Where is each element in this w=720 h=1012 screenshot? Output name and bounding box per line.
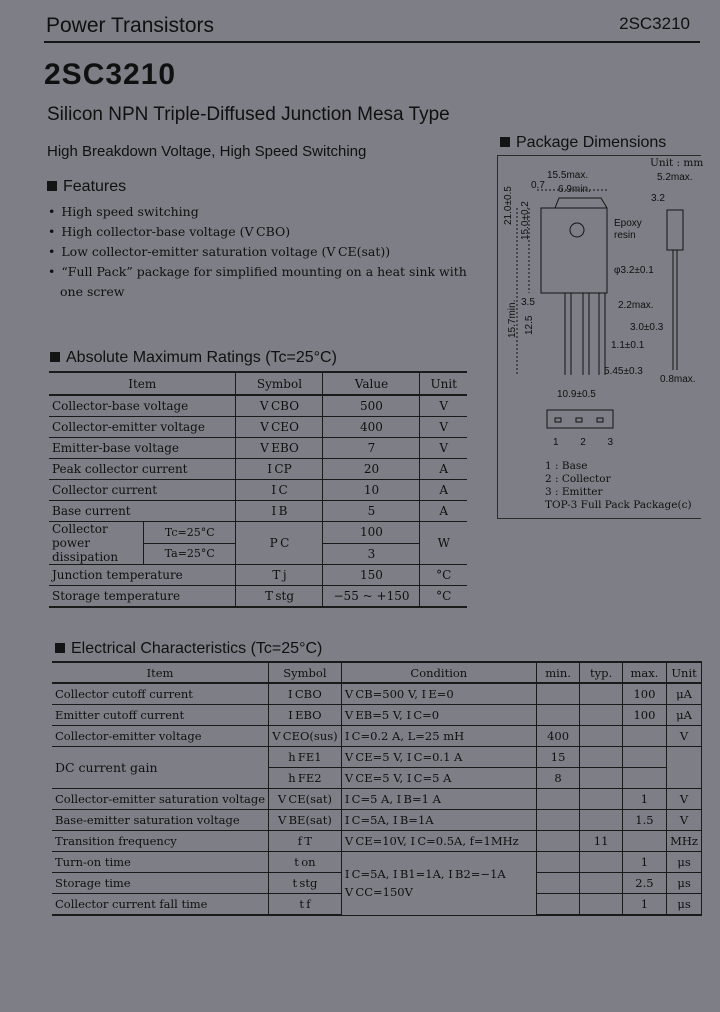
list-item: • “Full Pack” package for simplified mounting on a heat sink with one screw: [48, 262, 468, 302]
column-header: Symbol: [236, 372, 323, 395]
package-body: [541, 208, 607, 293]
section-bullet-icon: [55, 643, 65, 653]
package-heading: Package Dimensions: [500, 134, 666, 152]
section-bullet-icon: [500, 137, 510, 147]
table-row: Peak collector current I CP 20 A: [49, 459, 467, 480]
pin-numbers: 1 2 3: [553, 437, 613, 448]
table-row: Storage temperature T stg −55 ~ +150 °C: [49, 586, 467, 608]
dim-label: 6.9min.: [558, 184, 591, 195]
part-number: 2SC3210: [44, 58, 177, 91]
dim-label: 3.2: [651, 193, 665, 204]
series-title: Power Transistors: [46, 14, 215, 37]
table-row: Base-emitter saturation voltage V BE(sat) I C=5A, I B=1A 1.5 V: [52, 810, 702, 831]
table-row: Storage time t stg 2.5 μs: [52, 873, 702, 894]
dim-label: 5.2max.: [657, 172, 693, 183]
table-row: Junction temperature T j 150 °C: [49, 565, 467, 586]
column-header: Item: [49, 372, 236, 395]
section-bullet-icon: [50, 352, 60, 362]
column-header: Value: [323, 372, 420, 395]
column-header: Condition: [341, 662, 536, 683]
section-bullet-icon: [47, 181, 57, 191]
table-row: DC current gain h FE1 V CE=5 V, I C=0.1 A 15: [52, 747, 702, 768]
dim-label: 0.7: [531, 180, 545, 191]
column-header: max.: [622, 662, 666, 683]
mounting-hole-icon: [570, 223, 584, 237]
column-header: Symbol: [269, 662, 342, 683]
dim-label: 15.5max.: [547, 170, 589, 181]
table-row: Turn-on time t on I C=5A, I B1=1A, I B2=−1A V CC=150V 1 μs: [52, 852, 702, 873]
column-header: Item: [52, 662, 269, 683]
dim-label: 3.0±0.3: [630, 322, 664, 333]
electrical-characteristics-table: [52, 661, 702, 916]
dim-label: 2.2max.: [618, 300, 654, 311]
table-row: Ta=25°C 3: [49, 543, 467, 565]
dim-label: 21.0±0.5: [503, 186, 514, 225]
table-row: Collector-emitter voltage V CEO 400 V: [49, 417, 467, 438]
amr-heading: Absolute Maximum Ratings (Tc=25°C): [50, 349, 337, 367]
pin-legend-base: 1 : Base: [545, 460, 588, 472]
switching-conditions: I C=5A, I B1=1A, I B2=−1A V CC=150V: [341, 852, 536, 916]
package-top: [555, 198, 607, 208]
table-row: Collector current fall time t f 1 μs: [52, 894, 702, 916]
table-row: Transition frequency f T V CE=10V, I C=0.5A, f=1MHz 11 MHz: [52, 831, 702, 852]
table-row: Collector power dissipation Tc=25°C P C 100 W: [49, 522, 467, 544]
table-row: Collector current I C 10 A: [49, 480, 467, 501]
dim-label: Epoxy resin: [614, 218, 642, 241]
table-row: h FE2 V CE=5 V, I C=5 A 8: [52, 768, 702, 789]
table-header-row: [52, 662, 702, 683]
list-item: • Low collector-emitter saturation voltage (V CE(sat)): [48, 242, 468, 262]
dim-label: 15.7min.: [507, 299, 518, 338]
ec-heading: Electrical Characteristics (Tc=25°C): [55, 640, 322, 658]
device-subtitle: Silicon NPN Triple-Diffused Junction Mesa Type: [47, 104, 450, 125]
table-row: Collector-emitter saturation voltage V CE(sat) I C=5 A, I B=1 A 1 V: [52, 789, 702, 810]
dim-label: 12.5: [524, 315, 535, 335]
table-row: Emitter-base voltage V EBO 7 V: [49, 438, 467, 459]
list-item: • High collector-base voltage (V CBO): [48, 222, 468, 242]
table-row: Collector-base voltage V CBO 500 V: [49, 395, 467, 417]
table-row: Emitter cutoff current I EBO V EB=5 V, I C=0 100 μA: [52, 705, 702, 726]
features-list: [48, 202, 468, 302]
dim-label: 15.0±0.2: [520, 201, 531, 240]
pin-legend-collector: 2 : Collector: [545, 473, 611, 485]
table-row: Base current I B 5 A: [49, 501, 467, 522]
dim-label: 3.5: [521, 297, 535, 308]
column-header: min.: [536, 662, 580, 683]
list-item: • High speed switching: [48, 202, 468, 222]
features-heading: Features: [47, 178, 126, 196]
dim-label: 10.9±0.5: [557, 389, 596, 400]
package-unit: Unit : mm: [650, 157, 704, 169]
dim-label: φ3.2±0.1: [614, 265, 654, 276]
column-header: Unit: [667, 662, 702, 683]
pin-legend-emitter: 3 : Emitter: [545, 486, 603, 498]
device-tagline: High Breakdown Voltage, High Speed Switching: [47, 143, 367, 160]
header-rule: [44, 41, 700, 43]
dim-label: 1.1±0.1: [611, 340, 645, 351]
table-row: Collector cutoff current I CBO V CB=500 V, I E=0 100 μA: [52, 683, 702, 705]
side-body: [667, 210, 683, 250]
package-name: TOP-3 Full Pack Package(c): [545, 499, 692, 511]
header-part-number: 2SC3210: [619, 14, 690, 33]
column-header: typ.: [580, 662, 622, 683]
absolute-max-ratings-table: [49, 371, 467, 608]
dim-label: 5.45±0.3: [604, 366, 643, 377]
table-header-row: [49, 372, 467, 395]
column-header: Unit: [420, 372, 467, 395]
table-row: Collector-emitter voltage V CEO(sus) I C=0.2 A, L=25 mH 400 V: [52, 726, 702, 747]
dim-label: 0.8max.: [660, 374, 696, 385]
